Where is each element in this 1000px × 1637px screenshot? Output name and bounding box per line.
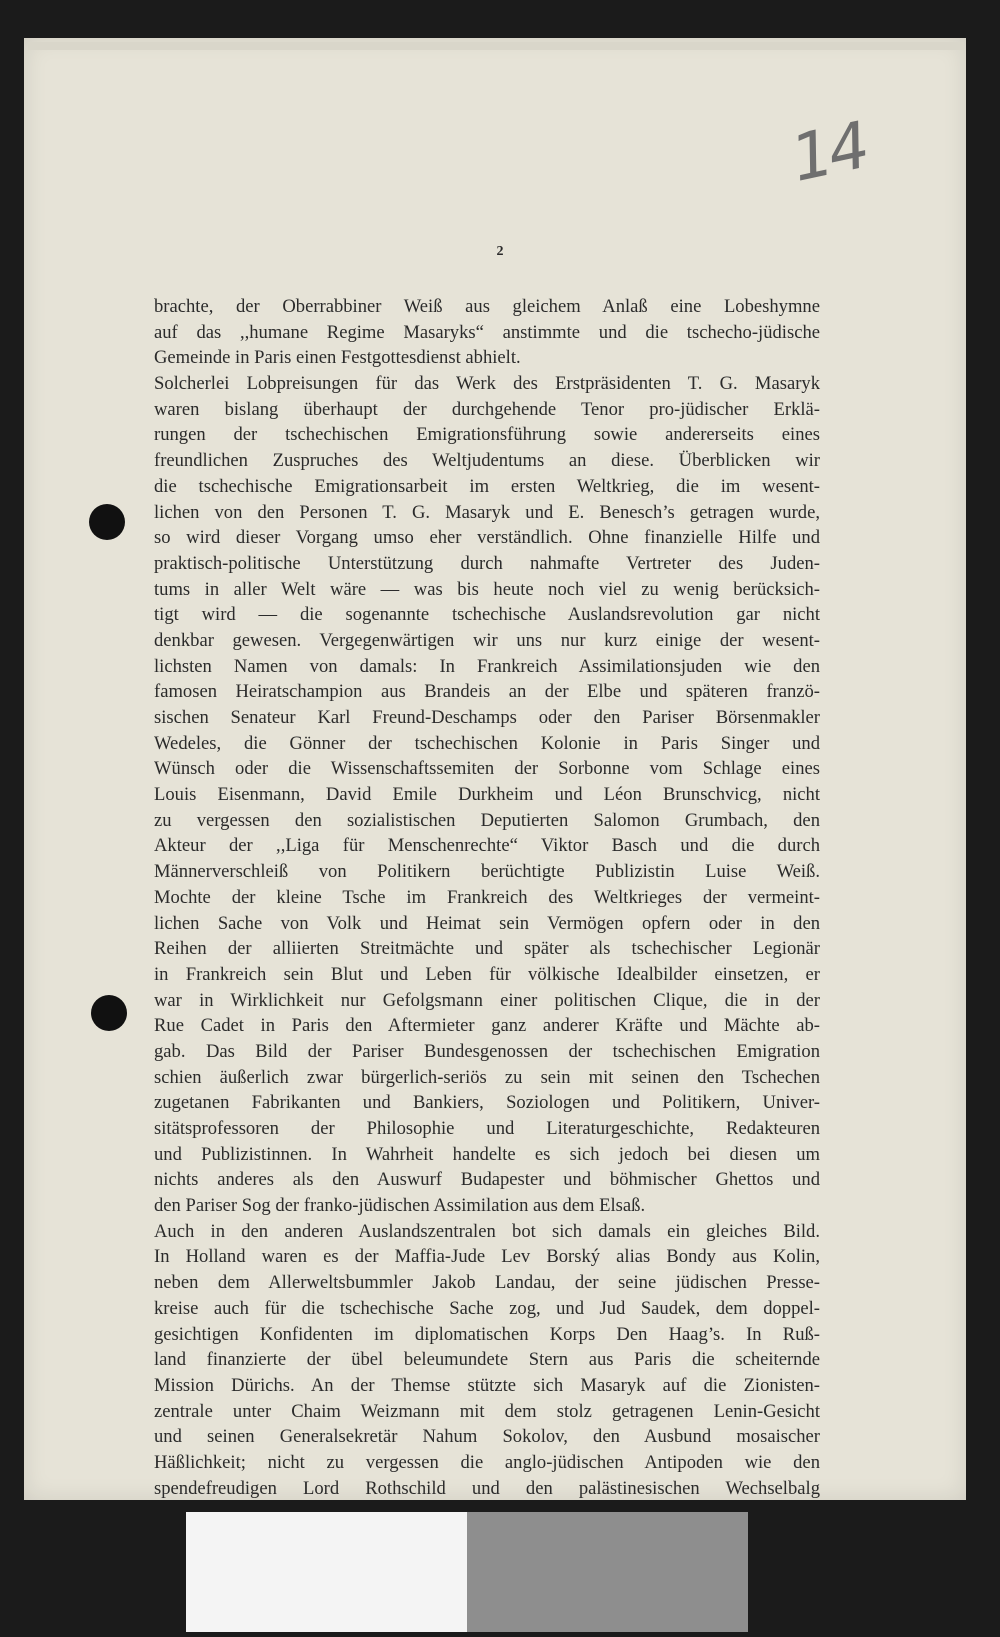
text-line: Rue Cadet in Paris den Aftermieter ganz anderer Kräfte und Mächte ab- (154, 1015, 820, 1037)
text-line: lichsten Namen von damals: In Frankreich Assimilationsjuden wie den (154, 655, 820, 677)
text-line: tigt wird — die sogenannte tschechische Auslandsrevolution gar nicht (154, 604, 820, 626)
text-line: Mochte der kleine Tsche im Frankreich des Weltkrieges der vermeint- (154, 886, 820, 908)
text-line: rungen der tschechischen Emigrationsführung sowie andererseits eines (154, 424, 820, 446)
text-line: den Pariser Sog der franko-jüdischen Assimilation aus dem Elsaß. (154, 1195, 646, 1217)
text-line: famosen Heiratschampion aus Brandeis an der Elbe und späteren franzö- (154, 681, 820, 703)
text-line: in Frankreich sein Blut und Leben für völkische Idealbilder einsetzen, er (154, 963, 820, 985)
text-line: denkbar gewesen. Vergegenwärtigen wir uns nur kurz einige der wesent- (154, 629, 820, 651)
text-line: Auch in den anderen Auslandszentralen bot sich damals ein gleiches Bild. (154, 1220, 820, 1242)
text-line: Häßlichkeit; nicht zu vergessen die anglo-jüdischen Antipoden wie den (154, 1451, 820, 1473)
text-line: spendefreudigen Lord Rothschild und den palästinesischen Wechselbalg (154, 1477, 820, 1499)
color-calibration-gray (467, 1512, 748, 1632)
text-line: so wird dieser Vorgang umso eher verständlich. Ohne finanzielle Hilfe und (154, 527, 820, 549)
text-line: kreise auch für die tschechische Sache zog, und Jud Saudek, dem doppel- (154, 1297, 820, 1319)
color-calibration-white (186, 1512, 467, 1632)
text-line: lichen Sache von Volk und Heimat sein Vermögen opfern oder in den (154, 912, 820, 934)
text-line: land finanzierte der übel beleumundete Stern aus Paris die scheiternde (154, 1349, 820, 1371)
handwritten-folio-number: 14 (785, 109, 873, 197)
text-line: Männerverschleiß von Politikern berüchtigte Publizistin Luise Weiß. (154, 861, 820, 883)
text-line: tums in aller Welt wäre — was bis heute noch viel zu wenig berücksich- (154, 578, 820, 600)
text-line: zentrale unter Chaim Weizmann mit dem stolz getragenen Lenin-Gesicht (154, 1400, 820, 1422)
text-line: zu vergessen den sozialistischen Deputierten Salomon Grumbach, den (154, 809, 820, 831)
text-line: freundlichen Zuspruches des Weltjudentums an diese. Überblicken wir (154, 450, 820, 472)
text-line: zugetanen Fabrikanten und Bankiers, Soziologen und Politikern, Univer- (154, 1092, 820, 1114)
text-line: gesichtigen Konfidenten im diplomatischen Korps Den Haag’s. In Ruß- (154, 1323, 820, 1345)
text-line: Wedeles, die Gönner der tschechischen Kolonie in Paris Singer und (154, 732, 820, 754)
punch-hole-lower (91, 995, 127, 1031)
text-line: Louis Eisenmann, David Emile Durkheim und Léon Brunschvicg, nicht (154, 784, 820, 806)
text-line: Wünsch oder die Wissenschaftssemiten der Sorbonne vom Schlage eines (154, 758, 820, 780)
text-line: waren bislang überhaupt der durchgehende Tenor pro-jüdischer Erklä- (154, 398, 820, 420)
body-text (154, 294, 820, 1501)
text-line: war in Wirklichkeit nur Gefolgsmann einer politischen Clique, die in der (154, 989, 820, 1011)
text-line: Mission Dürichs. An der Themse stützte sich Masaryk auf die Zionisten- (154, 1374, 820, 1396)
text-line: die tschechische Emigrationsarbeit im ersten Weltkrieg, die im wesent- (154, 475, 820, 497)
text-line: Gemeinde in Paris einen Festgottesdienst abhielt. (154, 347, 521, 369)
text-line: praktisch-politische Unterstützung durch nahmafte Vertreter des Juden- (154, 552, 820, 574)
text-line: lichen von den Personen T. G. Masaryk und E. Benesch’s getragen wurde, (154, 501, 820, 523)
text-line: neben dem Allerweltsbummler Jakob Landau, der seine jüdischen Presse- (154, 1272, 820, 1294)
text-line: nichts anderes als den Auswurf Budapester und böhmischer Ghettos und (154, 1169, 820, 1191)
text-line: brachte, der Oberrabbiner Weiß aus gleichem Anlaß eine Lobeshymne (154, 296, 820, 317)
text-line: Reihen der alliierten Streitmächte und später als tschechischer Legionär (154, 938, 820, 960)
text-line: sischen Senateur Karl Freund-Deschamps oder den Pariser Börsenmakler (154, 707, 820, 728)
text-line: und seinen Generalsekretär Nahum Sokolov, den Ausbund mosaischer (154, 1426, 820, 1448)
text-line: schien äußerlich zwar bürgerlich-seriös zu sein mit seinen den Tschechen (154, 1066, 820, 1088)
page-top-edge (28, 42, 964, 50)
text-line: und Publizistinnen. In Wahrheit handelte es sich jedoch bei diesen um (154, 1143, 820, 1165)
text-line: In Holland waren es der Maffia-Jude Lev Borský alias Bondy aus Kolin, (154, 1246, 820, 1268)
text-line: sitätsprofessoren der Philosophie und Literaturgeschichte, Redakteuren (154, 1118, 820, 1139)
text-line: Solcherlei Lobpreisungen für das Werk des Erstpräsidenten T. G. Masaryk (154, 373, 820, 395)
punch-hole-upper (89, 504, 125, 540)
text-line: auf das ,,humane Regime Masaryks“ anstimmte und die tschecho-jüdische (154, 321, 820, 343)
text-line: Akteur der ,,Liga für Menschenrechte“ Viktor Basch und die durch (154, 835, 820, 857)
page-number: 2 (496, 244, 504, 259)
text-line: gab. Das Bild der Pariser Bundesgenossen der tschechischen Emigration (154, 1040, 820, 1062)
